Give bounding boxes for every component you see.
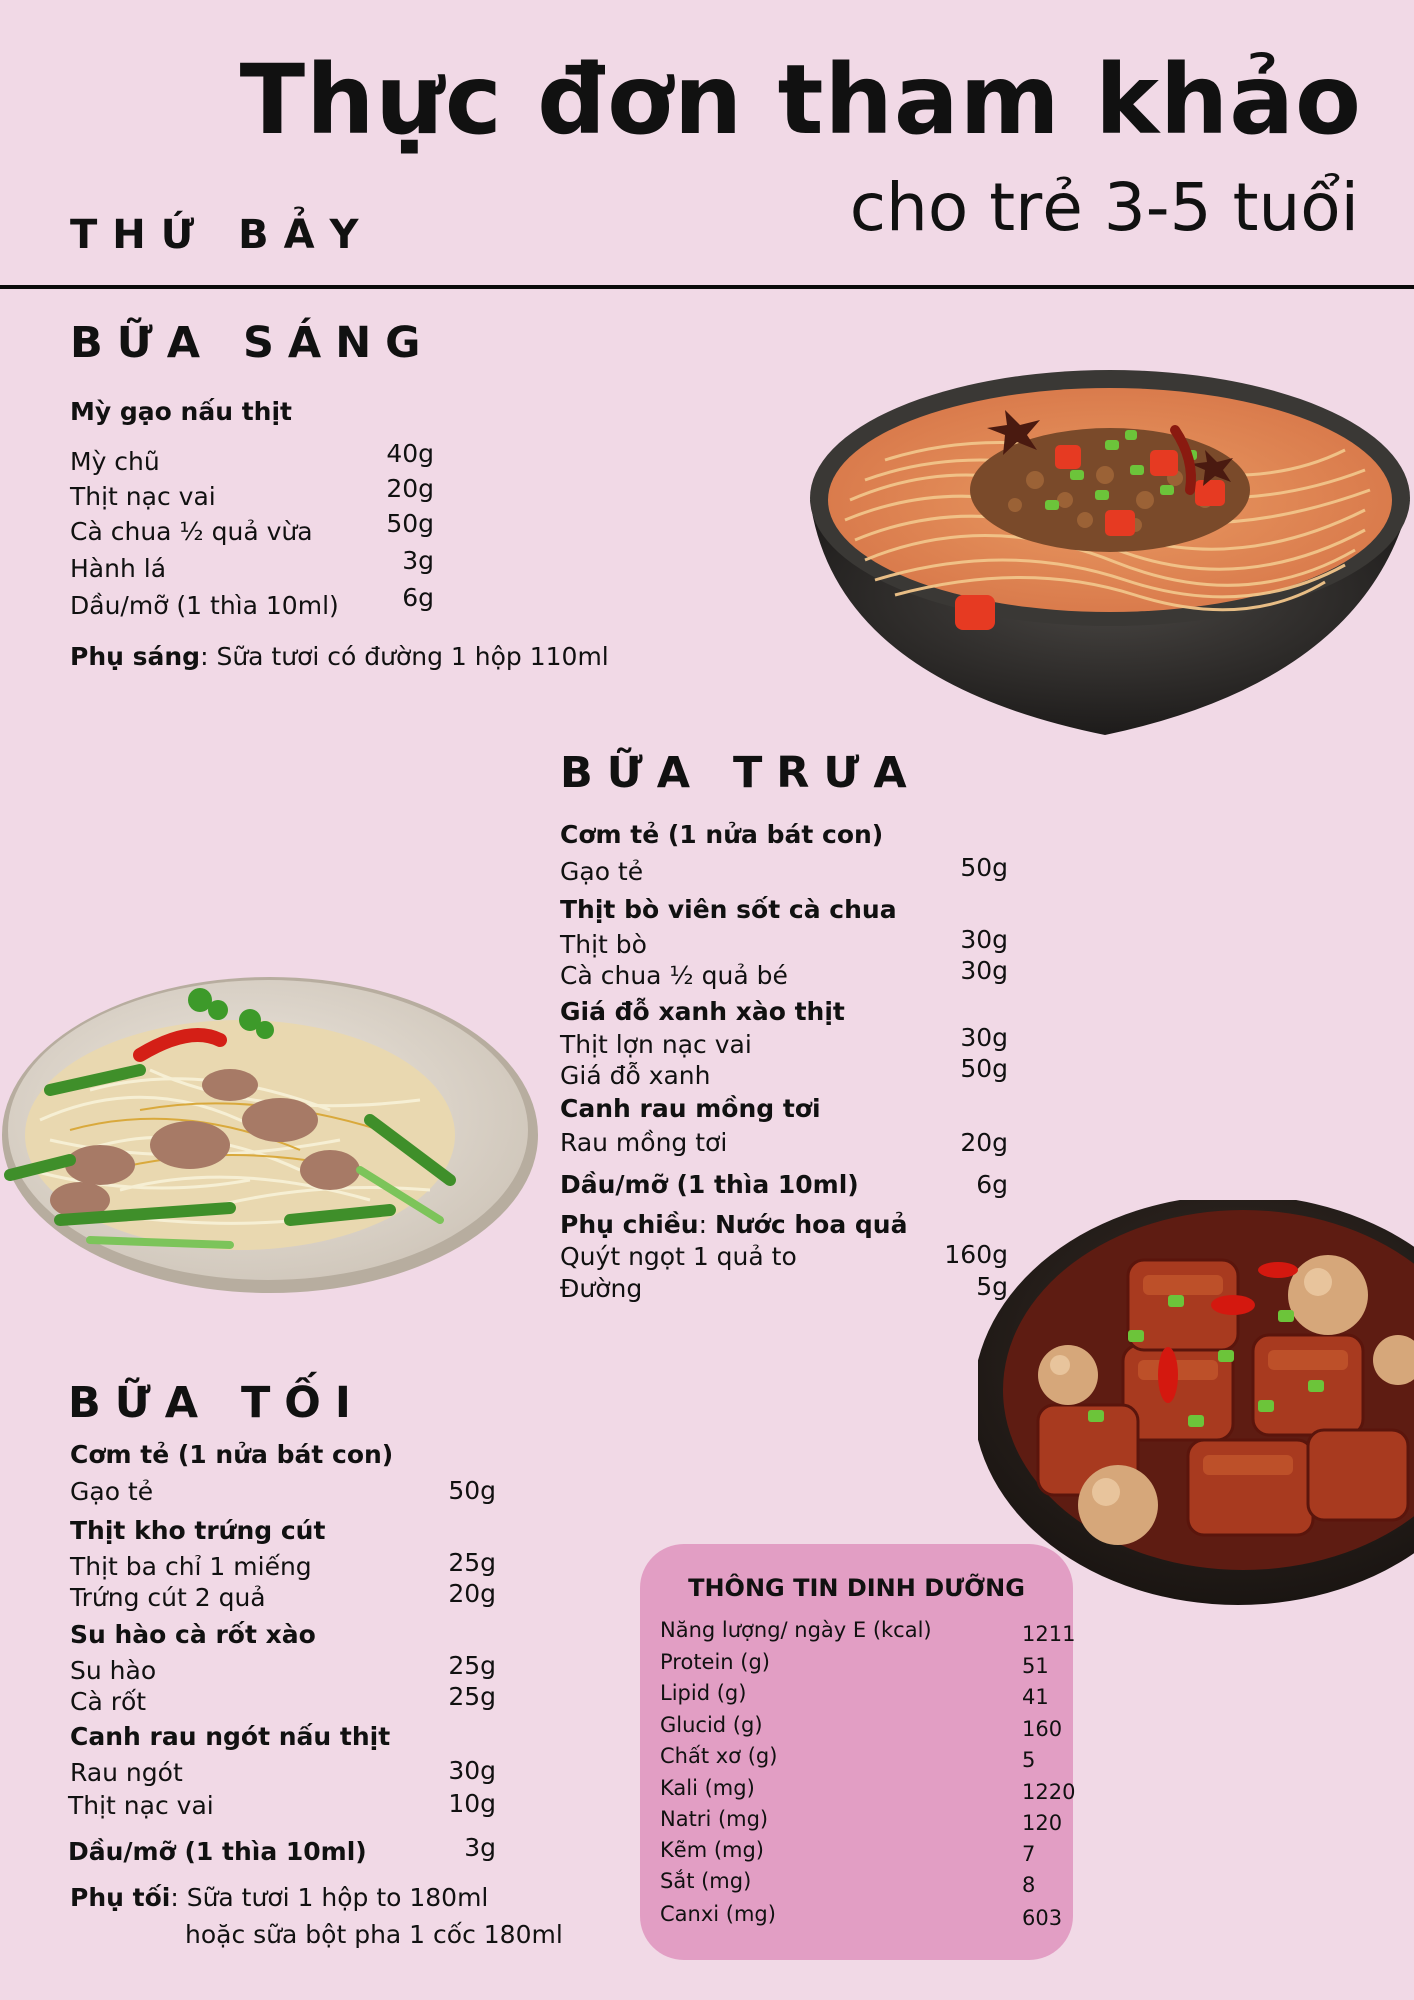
dinner-item: Su hào bbox=[70, 1656, 157, 1685]
dinner-side-text: : Sữa tươi 1 hộp to 180ml bbox=[170, 1883, 489, 1912]
breakfast-item: Mỳ chũ bbox=[70, 447, 160, 476]
breakfast-side-label: Phụ sáng bbox=[70, 642, 201, 671]
nutrition-panel bbox=[640, 1544, 1076, 1960]
dinner-oil-qty: 3g bbox=[464, 1833, 496, 1862]
nutrition-value: 51 bbox=[1022, 1654, 1049, 1678]
lunch-side-label: Phụ chiều bbox=[560, 1210, 699, 1239]
dinner-item: Cà rốt bbox=[70, 1687, 147, 1716]
dinner-dish: Canh rau ngót nấu thịt bbox=[70, 1722, 391, 1751]
lunch-item-qty: 30g bbox=[960, 956, 1008, 985]
nutrition-label: Chất xơ (g) bbox=[660, 1744, 778, 1768]
dinner-item-qty: 20g bbox=[448, 1579, 496, 1608]
noodle-bowl-photo bbox=[805, 350, 1414, 738]
dinner-item: Gạo tẻ bbox=[70, 1477, 154, 1506]
page-subtitle: cho trẻ 3-5 tuổi bbox=[849, 169, 1359, 246]
nutrition-title: THÔNG TIN DINH DƯỠNG bbox=[688, 1574, 1025, 1602]
nutrition-label: Sắt (mg) bbox=[660, 1869, 752, 1893]
lunch-item-qty: 30g bbox=[960, 1023, 1008, 1052]
lunch-item: Thịt bò bbox=[560, 930, 647, 959]
nutrition-value: 41 bbox=[1022, 1685, 1049, 1709]
lunch-dish: Canh rau mồng tơi bbox=[560, 1094, 821, 1123]
dinner-side-label: Phụ tối bbox=[70, 1883, 171, 1912]
nutrition-value: 120 bbox=[1022, 1811, 1063, 1835]
dinner-item-qty: 10g bbox=[448, 1789, 496, 1818]
breakfast-item: Cà chua ½ quả vừa bbox=[70, 517, 313, 546]
breakfast-dish: Mỳ gạo nấu thịt bbox=[70, 397, 292, 426]
dinner-dish: Thịt kho trứng cút bbox=[70, 1516, 326, 1545]
dinner-item-qty: 25g bbox=[448, 1548, 496, 1577]
nutrition-value: 160 bbox=[1022, 1717, 1063, 1741]
dinner-side bbox=[70, 1883, 488, 1912]
lunch-heading: BỮA TRƯA bbox=[560, 748, 921, 798]
lunch-item: Gạo tẻ bbox=[560, 857, 644, 886]
dinner-dish: Su hào cà rốt xào bbox=[70, 1620, 316, 1649]
lunch-oil: Dầu/mỡ (1 thìa 10ml) bbox=[560, 1170, 859, 1199]
nutrition-label: Kali (mg) bbox=[660, 1776, 755, 1800]
dinner-side-line2: hoặc sữa bột pha 1 cốc 180ml bbox=[185, 1920, 563, 1949]
dinner-heading: BỮA TỐI bbox=[68, 1378, 365, 1428]
nutrition-value: 1211 bbox=[1022, 1622, 1076, 1646]
nutrition-row bbox=[660, 1838, 1060, 1868]
lunch-item: Thịt lợn nạc vai bbox=[560, 1030, 752, 1059]
breakfast-item-qty: 20g bbox=[386, 474, 434, 503]
lunch-side-item-qty: 160g bbox=[944, 1240, 1008, 1269]
dinner-item-qty: 30g bbox=[448, 1756, 496, 1785]
nutrition-label: Natri (mg) bbox=[660, 1807, 769, 1831]
dinner-oil: Dầu/mỡ (1 thìa 10ml) bbox=[68, 1837, 367, 1866]
dinner-item: Trứng cút 2 quả bbox=[70, 1583, 266, 1612]
nutrition-row bbox=[660, 1681, 1060, 1711]
nutrition-label: Protein (g) bbox=[660, 1650, 771, 1674]
lunch-dish: Cơm tẻ (1 nửa bát con) bbox=[560, 820, 884, 849]
breakfast-item-qty: 3g bbox=[402, 546, 434, 575]
lunch-side-item: Đường bbox=[560, 1274, 643, 1303]
nutrition-row bbox=[660, 1713, 1063, 1743]
dinner-item: Thịt nạc vai bbox=[68, 1791, 214, 1820]
nutrition-row bbox=[660, 1807, 1063, 1837]
dinner-item: Thịt ba chỉ 1 miếng bbox=[70, 1552, 312, 1581]
nutrition-row bbox=[660, 1869, 1060, 1899]
breakfast-side-text: : Sữa tươi có đường 1 hộp 110ml bbox=[200, 642, 609, 671]
breakfast-item-qty: 6g bbox=[402, 583, 434, 612]
lunch-item-qty: 50g bbox=[960, 853, 1008, 882]
lunch-side-dish: Nước hoa quả bbox=[714, 1210, 908, 1239]
lunch-item-qty: 20g bbox=[960, 1128, 1008, 1157]
dinner-item-qty: 25g bbox=[448, 1651, 496, 1680]
nutrition-row bbox=[660, 1902, 1063, 1932]
nutrition-row bbox=[660, 1650, 1060, 1680]
stir-fried-sprouts-photo bbox=[0, 970, 540, 1295]
lunch-side bbox=[560, 1210, 907, 1239]
lunch-side-item-qty: 5g bbox=[976, 1272, 1008, 1301]
dinner-item-qty: 25g bbox=[448, 1682, 496, 1711]
page-title: Thực đơn tham khảo bbox=[239, 44, 1362, 156]
day-label: THỨ BẢY bbox=[70, 212, 374, 258]
dinner-item-qty: 50g bbox=[448, 1476, 496, 1505]
lunch-item-qty: 30g bbox=[960, 925, 1008, 954]
nutrition-value: 8 bbox=[1022, 1873, 1036, 1897]
breakfast-item: Thịt nạc vai bbox=[70, 482, 216, 511]
nutrition-label: Glucid (g) bbox=[660, 1713, 763, 1737]
lunch-item: Rau mồng tơi bbox=[560, 1128, 728, 1157]
breakfast-side bbox=[70, 642, 609, 671]
dinner-item: Rau ngót bbox=[70, 1758, 183, 1787]
nutrition-row bbox=[660, 1618, 1076, 1648]
nutrition-row bbox=[660, 1744, 1060, 1774]
breakfast-heading: BỮA SÁNG bbox=[70, 318, 435, 368]
nutrition-row bbox=[660, 1776, 1076, 1806]
breakfast-item-qty: 40g bbox=[386, 439, 434, 468]
nutrition-label: Lipid (g) bbox=[660, 1681, 747, 1705]
header-divider bbox=[0, 285, 1414, 289]
lunch-item-qty: 50g bbox=[960, 1054, 1008, 1083]
lunch-item: Cà chua ½ quả bé bbox=[560, 961, 788, 990]
lunch-side-item: Quýt ngọt 1 quả to bbox=[560, 1242, 797, 1271]
lunch-dish: Thịt bò viên sốt cà chua bbox=[560, 895, 897, 924]
breakfast-item-qty: 50g bbox=[386, 509, 434, 538]
lunch-item: Giá đỗ xanh bbox=[560, 1061, 711, 1090]
nutrition-value: 1220 bbox=[1022, 1780, 1076, 1804]
nutrition-value: 7 bbox=[1022, 1842, 1036, 1866]
breakfast-item: Dầu/mỡ (1 thìa 10ml) bbox=[70, 591, 339, 620]
dinner-dish: Cơm tẻ (1 nửa bát con) bbox=[70, 1440, 394, 1469]
breakfast-item: Hành lá bbox=[70, 554, 167, 583]
nutrition-label: Năng lượng/ ngày E (kcal) bbox=[660, 1618, 932, 1642]
nutrition-label: Kẽm (mg) bbox=[660, 1838, 764, 1862]
nutrition-value: 5 bbox=[1022, 1748, 1036, 1772]
nutrition-label: Canxi (mg) bbox=[660, 1902, 776, 1926]
lunch-oil-qty: 6g bbox=[976, 1170, 1008, 1199]
nutrition-value: 603 bbox=[1022, 1906, 1063, 1930]
lunch-side-sep: : bbox=[698, 1210, 715, 1239]
lunch-dish: Giá đỗ xanh xào thịt bbox=[560, 997, 845, 1026]
